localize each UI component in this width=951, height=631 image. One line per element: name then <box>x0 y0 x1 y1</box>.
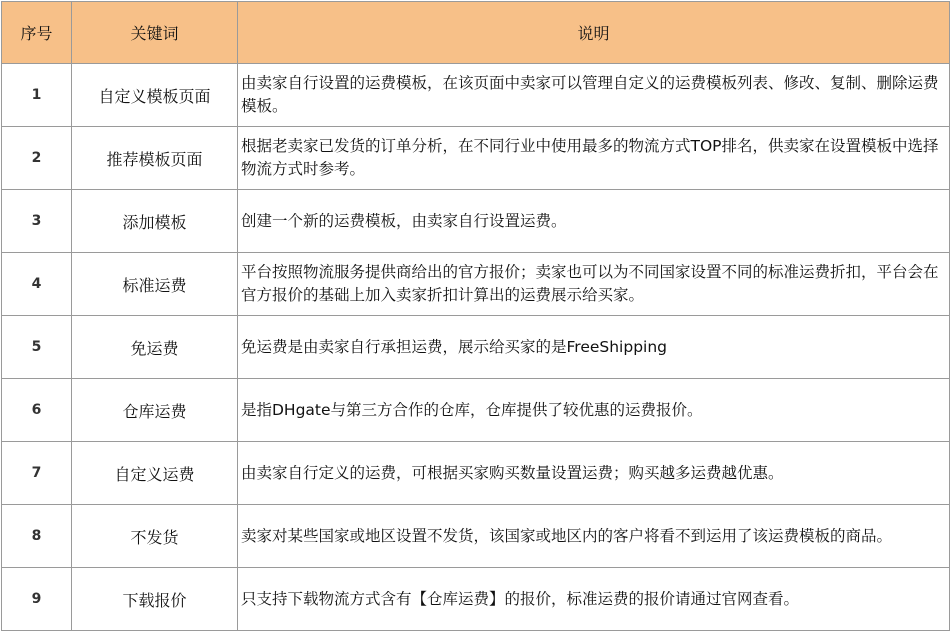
row-keyword: 标准运费 <box>72 253 238 316</box>
header-description: 说明 <box>238 2 950 64</box>
table-row <box>2 568 950 631</box>
table-row <box>2 442 950 505</box>
row-keyword: 不发货 <box>72 505 238 568</box>
glossary-table <box>1 1 950 631</box>
row-number: 6 <box>2 379 72 442</box>
row-number: 1 <box>2 64 72 127</box>
row-number: 4 <box>2 253 72 316</box>
row-number: 7 <box>2 442 72 505</box>
row-keyword: 仓库运费 <box>72 379 238 442</box>
table-row <box>2 505 950 568</box>
row-keyword: 免运费 <box>72 316 238 379</box>
row-keyword: 推荐模板页面 <box>72 127 238 190</box>
row-number: 2 <box>2 127 72 190</box>
row-keyword: 自定义模板页面 <box>72 64 238 127</box>
table-row <box>2 64 950 127</box>
row-description: 只支持下载物流方式含有【仓库运费】的报价，标准运费的报价请通过官网查看。 <box>238 568 950 631</box>
row-number: 5 <box>2 316 72 379</box>
header-no: 序号 <box>2 2 72 64</box>
row-description: 平台按照物流服务提供商给出的官方报价；卖家也可以为不同国家设置不同的标准运费折扣，平台会在官方报价的基础上加入卖家折扣计算出的运费展示给买家。 <box>238 253 950 316</box>
row-description: 是指DHgate与第三方合作的仓库，仓库提供了较优惠的运费报价。 <box>238 379 950 442</box>
row-description: 卖家对某些国家或地区设置不发货，该国家或地区内的客户将看不到运用了该运费模板的商品。 <box>238 505 950 568</box>
table-row <box>2 316 950 379</box>
row-description: 根据老卖家已发货的订单分析，在不同行业中使用最多的物流方式TOP排名，供卖家在设置模板中选择物流方式时参考。 <box>238 127 950 190</box>
table-row <box>2 379 950 442</box>
table-row <box>2 190 950 253</box>
row-number: 8 <box>2 505 72 568</box>
row-keyword: 自定义运费 <box>72 442 238 505</box>
row-keyword: 添加模板 <box>72 190 238 253</box>
row-description: 由卖家自行设置的运费模板，在该页面中卖家可以管理自定义的运费模板列表、修改、复制、删除运费模板。 <box>238 64 950 127</box>
header-keyword: 关键词 <box>72 2 238 64</box>
header-row <box>2 2 950 64</box>
row-number: 3 <box>2 190 72 253</box>
table-row <box>2 127 950 190</box>
table-row <box>2 253 950 316</box>
row-description: 免运费是由卖家自行承担运费，展示给买家的是FreeShipping <box>238 316 950 379</box>
row-number: 9 <box>2 568 72 631</box>
row-keyword: 下载报价 <box>72 568 238 631</box>
row-description: 由卖家自行定义的运费，可根据买家购买数量设置运费；购买越多运费越优惠。 <box>238 442 950 505</box>
row-description: 创建一个新的运费模板，由卖家自行设置运费。 <box>238 190 950 253</box>
